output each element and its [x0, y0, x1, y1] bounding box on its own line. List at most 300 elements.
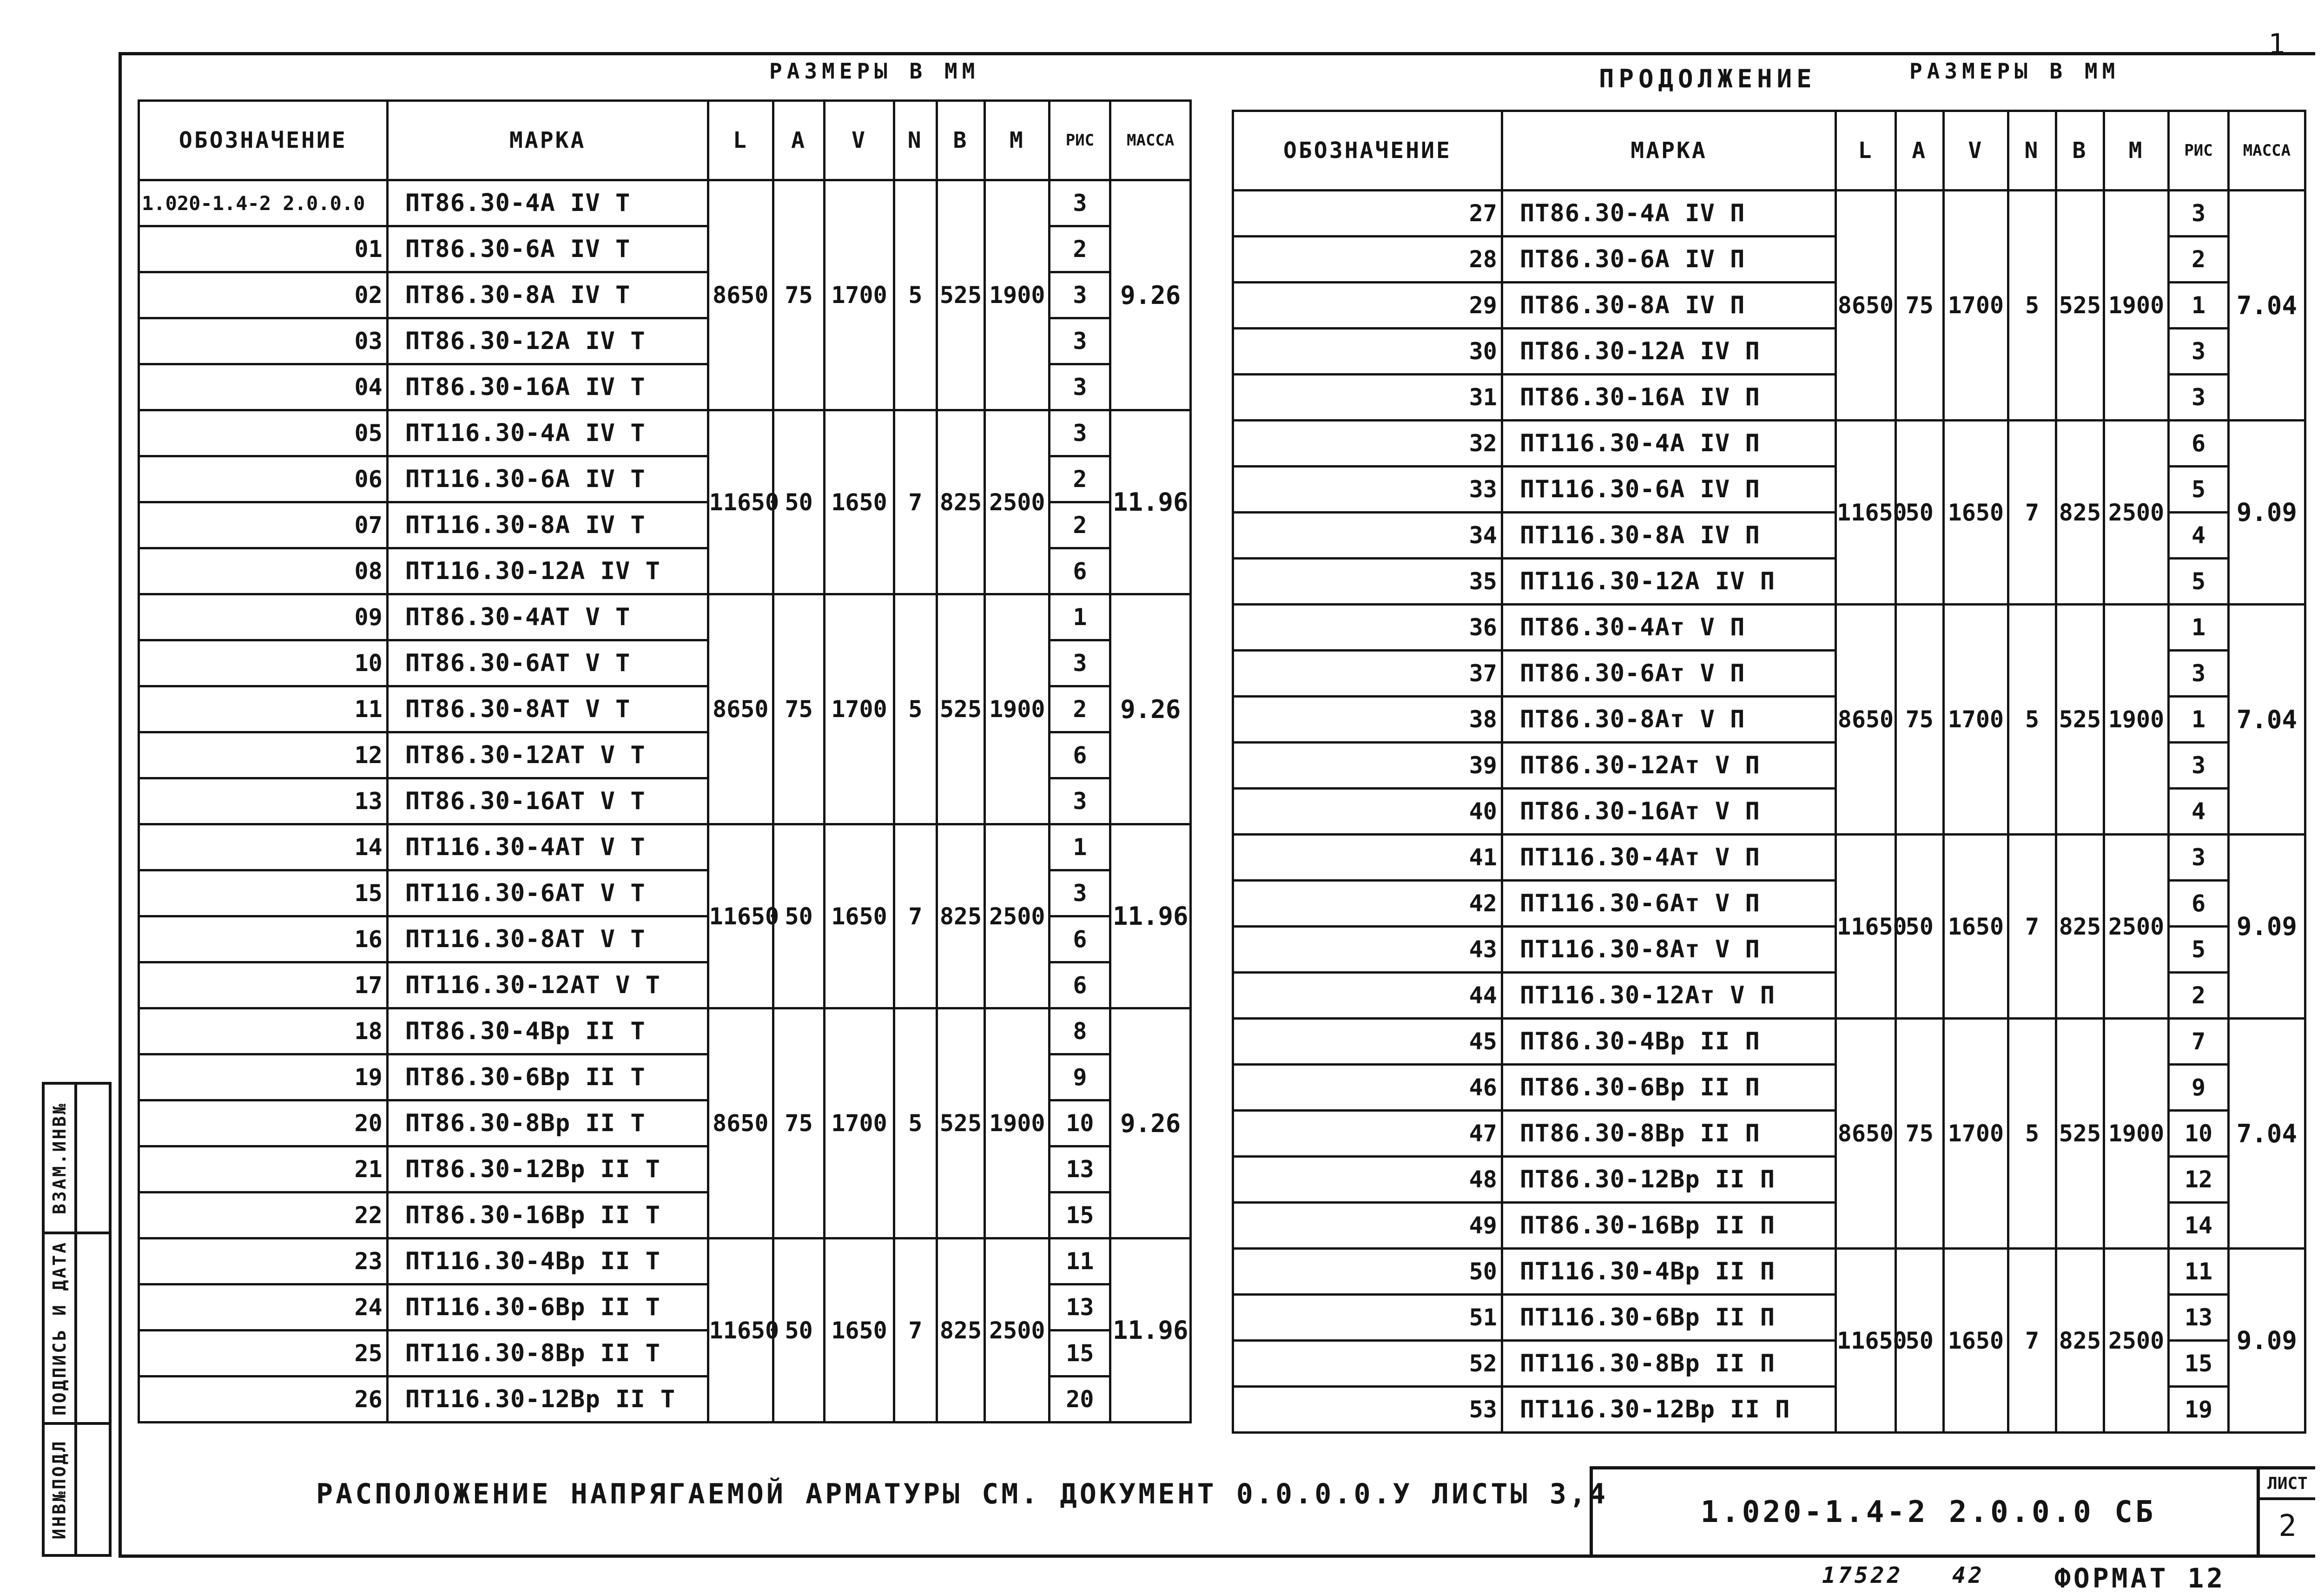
dim-a-cell: 75: [1895, 605, 1943, 835]
figure-cell: 14: [2169, 1203, 2229, 1249]
dim-n-cell: 5: [894, 180, 937, 410]
header-n: N: [2008, 111, 2056, 191]
mass-cell: 9.26: [1110, 594, 1191, 824]
mark-cell: ПТ116.30-12Вр II Т: [387, 1377, 708, 1423]
designation-cell: 1.020-1.4-2 2.0.0.0: [139, 180, 388, 226]
designation-cell: 06: [139, 456, 388, 502]
header-n: N: [894, 101, 937, 180]
dim-n-cell: 7: [2008, 1249, 2056, 1433]
figure-cell: 3: [1050, 778, 1110, 824]
header-mass: МАССА: [1110, 101, 1191, 180]
designation-cell: 30: [1233, 329, 1502, 375]
designation-cell: 39: [1233, 743, 1502, 789]
mark-cell: ПТ86.30-6Ат V П: [1502, 651, 1835, 697]
dim-b-cell: 525: [2056, 1019, 2104, 1249]
header-v: V: [825, 101, 894, 180]
table-row: [1233, 835, 2305, 881]
dim-a-cell: 75: [773, 594, 824, 824]
dim-a-cell: 50: [773, 1238, 824, 1423]
table-row: [139, 1238, 1191, 1284]
mark-cell: ПТ86.30-8Вр II Т: [387, 1100, 708, 1146]
mark-cell: ПТ116.30-8Вр II П: [1502, 1341, 1835, 1387]
dim-b-cell: 825: [937, 1238, 984, 1423]
figure-cell: 13: [1050, 1284, 1110, 1331]
mark-cell: ПТ86.30-6Вр II П: [1502, 1065, 1835, 1111]
designation-cell: 12: [139, 732, 388, 778]
dim-v-cell: 1700: [825, 180, 894, 410]
designation-cell: 08: [139, 548, 388, 594]
dim-m-cell: 1900: [985, 180, 1050, 410]
mark-cell: ПТ116.30-8А IV П: [1502, 513, 1835, 559]
dim-b-cell: 525: [2056, 605, 2104, 835]
dim-m-cell: 1900: [2104, 1019, 2168, 1249]
dim-l-cell: 11650: [1836, 1249, 1896, 1433]
mark-cell: ПТ86.30-12Ат V П: [1502, 743, 1835, 789]
figure-cell: 13: [2169, 1295, 2229, 1341]
dim-l-cell: 11650: [1836, 421, 1896, 605]
designation-cell: 13: [139, 778, 388, 824]
header-m: M: [985, 101, 1050, 180]
mark-cell: ПТ116.30-4Вр II П: [1502, 1249, 1835, 1295]
figure-cell: 10: [1050, 1100, 1110, 1146]
table-row: [1233, 1249, 2305, 1295]
designation-cell: 09: [139, 594, 388, 640]
mark-cell: ПТ86.30-4Вр II Т: [387, 1008, 708, 1054]
mass-cell: 9.09: [2228, 835, 2305, 1019]
mark-cell: ПТ86.30-6АТ V Т: [387, 640, 708, 686]
dim-v-cell: 1700: [1943, 191, 2008, 421]
designation-cell: 23: [139, 1238, 388, 1284]
mark-cell: ПТ86.30-16А IV Т: [387, 364, 708, 410]
sheet-box: [2257, 1466, 2315, 1554]
table-header-row: [139, 101, 1191, 180]
dim-m-cell: 2500: [985, 410, 1050, 594]
mark-cell: ПТ86.30-12А IV П: [1502, 329, 1835, 375]
figure-cell: 3: [1050, 364, 1110, 410]
corner-mark: 1: [2268, 28, 2285, 60]
figure-cell: 3: [2169, 835, 2229, 881]
dim-b-cell: 525: [937, 180, 984, 410]
continuation-caption: ПРОДОЛЖЕНИЕ: [1599, 64, 1816, 93]
designation-cell: 26: [139, 1377, 388, 1423]
footnote: РАСПОЛОЖЕНИЕ НАПРЯГАЕМОЙ АРМАТУРЫ СМ. ДОКУМЕНТ 0.0.0.0.У ЛИСТЫ 3,4: [316, 1478, 1609, 1510]
mark-cell: ПТ86.30-12А IV Т: [387, 318, 708, 364]
designation-cell: 53: [1233, 1387, 1502, 1433]
dim-m-cell: 2500: [2104, 835, 2168, 1019]
dim-v-cell: 1700: [1943, 605, 2008, 835]
designation-cell: 46: [1233, 1065, 1502, 1111]
figure-cell: 3: [1050, 410, 1110, 456]
inventory-sub: 42: [1952, 1562, 1985, 1588]
header-m: M: [2104, 111, 2168, 191]
figure-cell: 8: [1050, 1008, 1110, 1054]
mark-cell: ПТ116.30-6Вр II П: [1502, 1295, 1835, 1341]
figure-cell: 1: [2169, 697, 2229, 743]
mark-cell: ПТ86.30-6А IV П: [1502, 237, 1835, 283]
dim-a-cell: 50: [773, 410, 824, 594]
figure-cell: 2: [2169, 973, 2229, 1019]
figure-cell: 1: [1050, 824, 1110, 870]
stamp-label-inv-original: ИНВ№ПОДЛ: [49, 1439, 70, 1540]
figure-cell: 3: [2169, 329, 2229, 375]
mark-cell: ПТ86.30-16АТ V Т: [387, 778, 708, 824]
designation-cell: 49: [1233, 1203, 1502, 1249]
mass-cell: 9.09: [2228, 1249, 2305, 1433]
header-figure: РИС: [1050, 101, 1110, 180]
mark-cell: ПТ116.30-8А IV Т: [387, 502, 708, 548]
dim-l-cell: 8650: [1836, 191, 1896, 421]
figure-cell: 2: [1050, 226, 1110, 272]
mass-cell: 11.96: [1110, 824, 1191, 1008]
designation-cell: 31: [1233, 375, 1502, 421]
designation-cell: 15: [139, 870, 388, 916]
inventory-number: 17522: [1822, 1562, 1903, 1588]
dim-n-cell: 7: [894, 824, 937, 1008]
stamp-label-inv-replaced: ВЗАМ.ИНВ№: [49, 1102, 70, 1214]
dim-m-cell: 1900: [985, 594, 1050, 824]
dim-b-cell: 825: [2056, 1249, 2104, 1433]
mark-cell: ПТ116.30-12АТ V Т: [387, 962, 708, 1008]
figure-cell: 3: [2169, 375, 2229, 421]
mark-cell: ПТ86.30-16Ат V П: [1502, 789, 1835, 835]
header-b: B: [2056, 111, 2104, 191]
figure-cell: 5: [2169, 467, 2229, 513]
dim-b-cell: 825: [937, 824, 984, 1008]
mark-cell: ПТ116.30-6АТ V Т: [387, 870, 708, 916]
designation-cell: 14: [139, 824, 388, 870]
mark-cell: ПТ116.30-8АТ V Т: [387, 916, 708, 962]
dim-b-cell: 525: [937, 1008, 984, 1238]
designation-cell: 37: [1233, 651, 1502, 697]
mark-cell: ПТ86.30-8Ат V П: [1502, 697, 1835, 743]
figure-cell: 9: [1050, 1054, 1110, 1100]
figure-cell: 5: [2169, 927, 2229, 973]
figure-cell: 2: [1050, 456, 1110, 502]
designation-cell: 04: [139, 364, 388, 410]
figure-cell: 9: [2169, 1065, 2229, 1111]
dim-a-cell: 75: [1895, 191, 1943, 421]
designation-cell: 22: [139, 1192, 388, 1238]
sizes-caption-left: РАЗМЕРЫ В ММ: [769, 59, 980, 84]
mass-cell: 9.26: [1110, 180, 1191, 410]
figure-cell: 1: [2169, 605, 2229, 651]
table-row: [139, 594, 1191, 640]
dim-n-cell: 5: [894, 594, 937, 824]
table-row: [139, 1008, 1191, 1054]
mark-cell: ПТ116.30-4А IV Т: [387, 410, 708, 456]
dim-m-cell: 2500: [985, 824, 1050, 1008]
header-figure: РИС: [2169, 111, 2229, 191]
figure-cell: 10: [2169, 1111, 2229, 1157]
designation-cell: 25: [139, 1331, 388, 1377]
dim-n-cell: 5: [894, 1008, 937, 1238]
header-l: L: [708, 101, 773, 180]
designation-cell: 52: [1233, 1341, 1502, 1387]
dim-m-cell: 2500: [2104, 1249, 2168, 1433]
table-row: [139, 824, 1191, 870]
figure-cell: 5: [2169, 559, 2229, 605]
figure-cell: 3: [1050, 318, 1110, 364]
dim-b-cell: 825: [2056, 421, 2104, 605]
dim-n-cell: 7: [894, 1238, 937, 1423]
mark-cell: ПТ86.30-8АТ V Т: [387, 686, 708, 732]
dim-l-cell: 11650: [708, 824, 773, 1008]
dim-l-cell: 8650: [1836, 605, 1896, 835]
dim-a-cell: 50: [1895, 1249, 1943, 1433]
designation-cell: 40: [1233, 789, 1502, 835]
designation-cell: 07: [139, 502, 388, 548]
dim-n-cell: 5: [2008, 605, 2056, 835]
figure-cell: 20: [1050, 1377, 1110, 1423]
header-a: A: [773, 101, 824, 180]
designation-cell: 32: [1233, 421, 1502, 467]
designation-cell: 03: [139, 318, 388, 364]
stamp-cell-inv-replaced: [45, 1085, 74, 1234]
mass-cell: 7.04: [2228, 1019, 2305, 1249]
mark-cell: ПТ86.30-12Вр II П: [1502, 1157, 1835, 1203]
designation-cell: 28: [1233, 237, 1502, 283]
mark-cell: ПТ116.30-4АТ V Т: [387, 824, 708, 870]
dim-m-cell: 1900: [985, 1008, 1050, 1238]
mark-cell: ПТ86.30-12АТ V Т: [387, 732, 708, 778]
header-l: L: [1836, 111, 1896, 191]
figure-cell: 3: [1050, 870, 1110, 916]
document-code: 1.020-1.4-2 2.0.0.0 СБ: [1700, 1495, 2156, 1529]
table-header-row: [1233, 111, 2305, 191]
designation-cell: 45: [1233, 1019, 1502, 1065]
spec-table-right: [1232, 110, 2306, 1434]
dim-a-cell: 75: [773, 1008, 824, 1238]
designation-cell: 51: [1233, 1295, 1502, 1341]
figure-cell: 11: [2169, 1249, 2229, 1295]
mark-cell: ПТ86.30-8А IV Т: [387, 272, 708, 318]
dim-n-cell: 7: [2008, 421, 2056, 605]
dim-b-cell: 825: [2056, 835, 2104, 1019]
mark-cell: ПТ116.30-6Вр II Т: [387, 1284, 708, 1331]
designation-cell: 02: [139, 272, 388, 318]
figure-cell: 4: [2169, 789, 2229, 835]
figure-cell: 2: [2169, 237, 2229, 283]
dim-b-cell: 825: [937, 410, 984, 594]
sizes-caption-right: РАЗМЕРЫ В ММ: [1909, 59, 2120, 84]
dim-l-cell: 11650: [708, 1238, 773, 1423]
figure-cell: 6: [1050, 732, 1110, 778]
mark-cell: ПТ86.30-4Ат V П: [1502, 605, 1835, 651]
dim-b-cell: 525: [937, 594, 984, 824]
mass-cell: 11.96: [1110, 1238, 1191, 1423]
mark-cell: ПТ116.30-4А IV П: [1502, 421, 1835, 467]
figure-cell: 4: [2169, 513, 2229, 559]
figure-cell: 6: [2169, 421, 2229, 467]
designation-cell: 50: [1233, 1249, 1502, 1295]
mark-cell: ПТ116.30-4Вр II Т: [387, 1238, 708, 1284]
spec-table-left: [138, 99, 1192, 1423]
dim-a-cell: 50: [1895, 835, 1943, 1019]
figure-cell: 15: [1050, 1331, 1110, 1377]
stamp-cell-signature: [45, 1234, 74, 1425]
title-block: [1590, 1466, 2264, 1554]
dim-v-cell: 1650: [825, 410, 894, 594]
header-v: V: [1943, 111, 2008, 191]
mark-cell: ПТ116.30-12А IV П: [1502, 559, 1835, 605]
mark-cell: ПТ116.30-12Вр II П: [1502, 1387, 1835, 1433]
mark-cell: ПТ116.30-6А IV Т: [387, 456, 708, 502]
figure-cell: 1: [1050, 594, 1110, 640]
figure-cell: 6: [1050, 548, 1110, 594]
mark-cell: ПТ86.30-16Вр II П: [1502, 1203, 1835, 1249]
designation-cell: 01: [139, 226, 388, 272]
dim-v-cell: 1700: [1943, 1019, 2008, 1249]
designation-cell: 36: [1233, 605, 1502, 651]
designation-cell: 18: [139, 1008, 388, 1054]
designation-cell: 43: [1233, 927, 1502, 973]
dim-l-cell: 8650: [708, 1008, 773, 1238]
designation-cell: 41: [1233, 835, 1502, 881]
figure-cell: 2: [1050, 686, 1110, 732]
designation-cell: 16: [139, 916, 388, 962]
figure-cell: 3: [2169, 651, 2229, 697]
dim-l-cell: 11650: [1836, 835, 1896, 1019]
stamp-cell-inv-original: [45, 1425, 74, 1554]
figure-cell: 6: [1050, 962, 1110, 1008]
mass-cell: 11.96: [1110, 410, 1191, 594]
mark-cell: ПТ116.30-8Ат V П: [1502, 927, 1835, 973]
dim-n-cell: 7: [894, 410, 937, 594]
mark-cell: ПТ86.30-6Вр II Т: [387, 1054, 708, 1100]
stamp-column-values: [77, 1085, 110, 1554]
dim-a-cell: 75: [1895, 1019, 1943, 1249]
dim-v-cell: 1650: [825, 824, 894, 1008]
header-mark: МАРКА: [1502, 111, 1835, 191]
dim-v-cell: 1700: [825, 594, 894, 824]
table-row: [139, 410, 1191, 456]
mark-cell: ПТ86.30-4АТ V Т: [387, 594, 708, 640]
dim-l-cell: 8650: [708, 180, 773, 410]
mass-cell: 9.26: [1110, 1008, 1191, 1238]
designation-cell: 21: [139, 1146, 388, 1192]
header-designation: ОБОЗНАЧЕНИЕ: [1233, 111, 1502, 191]
stamp-value-signature: [77, 1234, 110, 1425]
mark-cell: ПТ86.30-12Вр II Т: [387, 1146, 708, 1192]
designation-cell: 33: [1233, 467, 1502, 513]
dim-n-cell: 7: [2008, 835, 2056, 1019]
dim-m-cell: 1900: [2104, 605, 2168, 835]
dim-v-cell: 1650: [1943, 835, 2008, 1019]
sheet-number: 2: [2278, 1509, 2297, 1543]
dim-m-cell: 2500: [2104, 421, 2168, 605]
mark-cell: ПТ86.30-8Вр II П: [1502, 1111, 1835, 1157]
table-row: [1233, 605, 2305, 651]
figure-cell: 6: [1050, 916, 1110, 962]
figure-cell: 13: [1050, 1146, 1110, 1192]
dim-n-cell: 5: [2008, 191, 2056, 421]
header-designation: ОБОЗНАЧЕНИЕ: [139, 101, 388, 180]
figure-cell: 2: [1050, 502, 1110, 548]
mark-cell: ПТ116.30-12Ат V П: [1502, 973, 1835, 1019]
designation-cell: 35: [1233, 559, 1502, 605]
mark-cell: ПТ116.30-12А IV Т: [387, 548, 708, 594]
designation-cell: 29: [1233, 283, 1502, 329]
dim-m-cell: 2500: [985, 1238, 1050, 1423]
dim-v-cell: 1650: [1943, 1249, 2008, 1433]
header-mark: МАРКА: [387, 101, 708, 180]
figure-cell: 6: [2169, 881, 2229, 927]
dim-l-cell: 8650: [1836, 1019, 1896, 1249]
figure-cell: 19: [2169, 1387, 2229, 1433]
figure-cell: 12: [2169, 1157, 2229, 1203]
dim-v-cell: 1650: [1943, 421, 2008, 605]
dim-v-cell: 1700: [825, 1008, 894, 1238]
designation-cell: 24: [139, 1284, 388, 1331]
dim-a-cell: 75: [773, 180, 824, 410]
stamp-column-labels: [45, 1085, 77, 1554]
format-label: ФОРМАТ 12: [2054, 1562, 2226, 1594]
designation-cell: 17: [139, 962, 388, 1008]
mark-cell: ПТ86.30-4Вр II П: [1502, 1019, 1835, 1065]
designation-cell: 42: [1233, 881, 1502, 927]
table-row: [139, 180, 1191, 226]
figure-cell: 11: [1050, 1238, 1110, 1284]
dim-b-cell: 525: [2056, 191, 2104, 421]
left-stamp: [42, 1082, 112, 1557]
mark-cell: ПТ86.30-8А IV П: [1502, 283, 1835, 329]
designation-cell: 05: [139, 410, 388, 456]
header-b: B: [937, 101, 984, 180]
header-mass: МАССА: [2228, 111, 2305, 191]
stamp-label-signature: ПОДПИСЬ И ДАТА: [49, 1240, 70, 1416]
mark-cell: ПТ116.30-4Ат V П: [1502, 835, 1835, 881]
dim-a-cell: 50: [773, 824, 824, 1008]
figure-cell: 1: [2169, 283, 2229, 329]
mark-cell: ПТ86.30-16А IV П: [1502, 375, 1835, 421]
stamp-value-inv-replaced: [77, 1085, 110, 1234]
mass-cell: 7.04: [2228, 191, 2305, 421]
designation-cell: 10: [139, 640, 388, 686]
designation-cell: 38: [1233, 697, 1502, 743]
mass-cell: 7.04: [2228, 605, 2305, 835]
mark-cell: ПТ116.30-6А IV П: [1502, 467, 1835, 513]
table-body-left: [139, 180, 1191, 1423]
mark-cell: ПТ116.30-6Ат V П: [1502, 881, 1835, 927]
frame-bottom-line: [119, 1554, 2315, 1558]
table-row: [1233, 191, 2305, 237]
dim-n-cell: 5: [2008, 1019, 2056, 1249]
figure-cell: 7: [2169, 1019, 2229, 1065]
dim-l-cell: 11650: [708, 410, 773, 594]
designation-cell: 47: [1233, 1111, 1502, 1157]
figure-cell: 3: [2169, 743, 2229, 789]
table-row: [1233, 1019, 2305, 1065]
designation-cell: 19: [139, 1054, 388, 1100]
mark-cell: ПТ86.30-16Вр II Т: [387, 1192, 708, 1238]
designation-cell: 20: [139, 1100, 388, 1146]
dim-v-cell: 1650: [825, 1238, 894, 1423]
mass-cell: 9.09: [2228, 421, 2305, 605]
header-a: A: [1895, 111, 1943, 191]
designation-cell: 34: [1233, 513, 1502, 559]
figure-cell: 3: [2169, 191, 2229, 237]
figure-cell: 3: [1050, 180, 1110, 226]
dim-m-cell: 1900: [2104, 191, 2168, 421]
mark-cell: ПТ86.30-4А IV Т: [387, 180, 708, 226]
table-row: [1233, 421, 2305, 467]
mark-cell: ПТ116.30-8Вр II Т: [387, 1331, 708, 1377]
figure-cell: 15: [2169, 1341, 2229, 1387]
designation-cell: 44: [1233, 973, 1502, 1019]
sheet-label: ЛИСТ: [2260, 1469, 2315, 1500]
dim-l-cell: 8650: [708, 594, 773, 824]
dim-a-cell: 50: [1895, 421, 1943, 605]
